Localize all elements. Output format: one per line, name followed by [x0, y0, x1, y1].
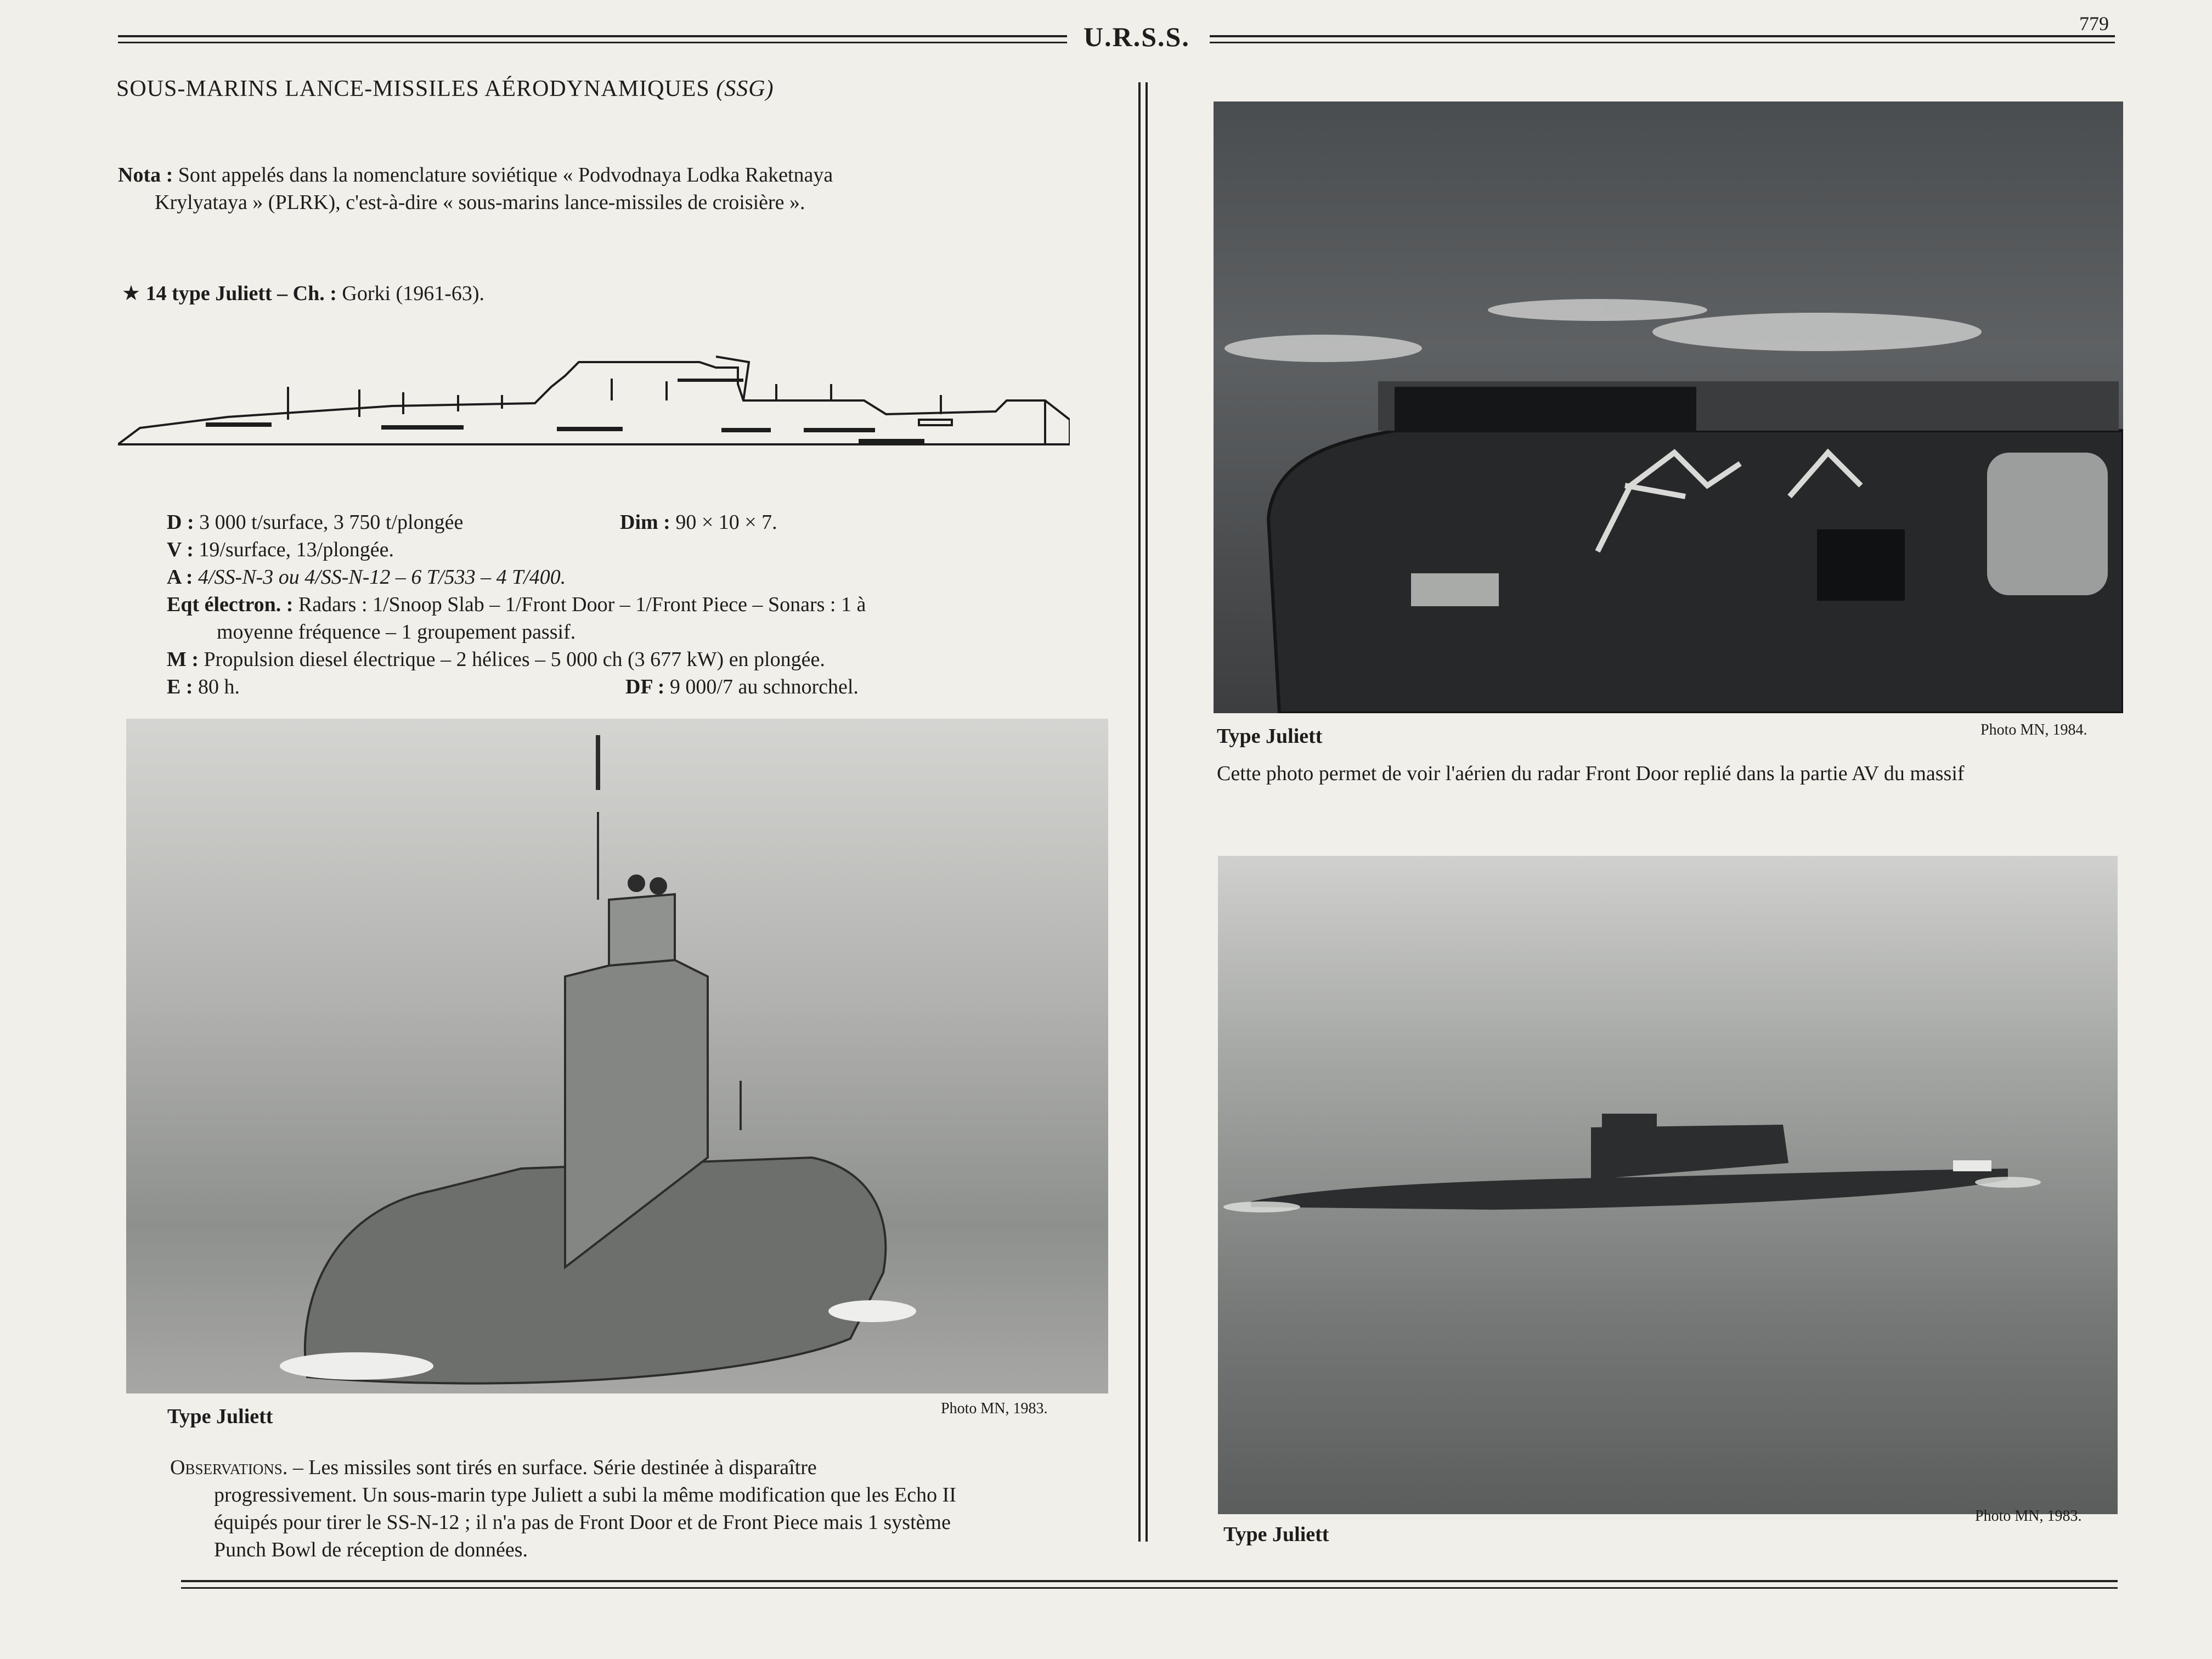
nota-label: Nota : — [118, 163, 173, 187]
photo-juliett-at-sea — [1218, 856, 2118, 1514]
spec-m — [167, 647, 825, 672]
entry-heading-rest: Gorki (1961-63). — [342, 282, 485, 305]
observations-label: Observations. — [170, 1456, 288, 1479]
nota-line-2: Krylyataya » (PLRK), c'est-à-dire « sous-marins lance-missiles de croisière ». — [155, 191, 805, 214]
submarine-profile-drawing — [118, 346, 1070, 455]
header-country: U.R.S.S. — [1084, 21, 1190, 52]
section-title — [116, 76, 774, 102]
footer-rule — [181, 1580, 2118, 1582]
star-icon: ★ — [122, 282, 141, 305]
spec-m-value: Propulsion diesel électrique – 2 hélices – 5 000 ch (3 677 kW) en plongée. — [204, 648, 825, 671]
spec-v — [167, 538, 394, 562]
caption-top-right-photo: Type Juliett — [1217, 725, 1323, 748]
submarine-sail-illustration — [126, 719, 1108, 1393]
spec-a-value: 4/SS-N-3 ou 4/SS-N-12 – 6 T/533 – 4 T/400. — [198, 566, 566, 589]
column-divider — [1138, 82, 1141, 1542]
spec-e — [167, 675, 240, 699]
nota-line-1 — [118, 161, 1067, 189]
header-rule-right-2 — [1210, 42, 2115, 43]
header-rule-left-2 — [118, 42, 1067, 43]
spec-dim-key: Dim : — [620, 511, 670, 534]
spec-eq-value-1: Radars : 1/Snoop Slab – 1/Front Door – 1/Front Piece – Sonars : 1 à — [298, 593, 866, 616]
spec-df-key: DF : — [625, 675, 665, 698]
spec-m-key: M : — [167, 648, 199, 671]
spec-d-key: D : — [167, 511, 194, 534]
observations-line-3: équipés pour tirer le SS-N-12 ; il n'a pas de Front Door et de Front Piece mais 1 système — [214, 1511, 951, 1534]
credit-top-right-photo: Photo MN, 1984. — [1980, 721, 2087, 738]
header-rule-left — [118, 35, 1067, 37]
page-number: 779 — [2079, 13, 2109, 35]
spec-eq-cont: moyenne fréquence – 1 groupement passif. — [217, 620, 576, 644]
photo-juliett-closeup — [1214, 101, 2123, 713]
spec-d-value: 3 000 t/surface, 3 750 t/plongée — [199, 511, 464, 534]
header-rule-right — [1210, 35, 2115, 37]
footer-rule-2 — [181, 1587, 2118, 1589]
submarine-at-sea-illustration — [1218, 856, 2118, 1514]
credit-bottom-right-photo: Photo MN, 1983. — [1975, 1508, 2082, 1525]
caption-bottom-right-photo: Type Juliett — [1223, 1523, 1329, 1546]
entry-heading — [122, 280, 484, 307]
spec-a-key: A : — [167, 566, 193, 589]
column-divider-2 — [1146, 82, 1148, 1542]
section-title-code: (SSG) — [716, 76, 774, 101]
spec-v-value: 19/surface, 13/plongée. — [199, 538, 394, 561]
observations-line-1 — [170, 1454, 817, 1481]
spec-eq — [167, 592, 866, 617]
spec-v-key: V : — [167, 538, 194, 561]
observations-line-2: progressivement. Un sous-marin type Juliett a subi la même modification que les Echo II — [214, 1483, 956, 1506]
spec-e-key: E : — [167, 675, 193, 698]
spec-df-value: 9 000/7 au schnorchel. — [669, 675, 859, 698]
spec-dim — [620, 510, 777, 534]
entry-heading-bold: 14 type Juliett – Ch. : — [145, 282, 337, 305]
observations-text-1: – Les missiles sont tirés en surface. Série destinée à disparaître — [292, 1456, 817, 1479]
section-title-text: SOUS-MARINS LANCE-MISSILES AÉRODYNAMIQUES — [116, 76, 710, 101]
top-right-photo-note: Cette photo permet de voir l'aérien du radar Front Door replié dans la partie AV du massif — [1217, 762, 1965, 785]
spec-dim-value: 90 × 10 × 7. — [675, 511, 777, 534]
caption-left-photo: Type Juliett — [167, 1405, 273, 1428]
spec-a — [167, 565, 566, 589]
spec-e-value: 80 h. — [198, 675, 240, 698]
photo-juliett-surfaced — [126, 719, 1108, 1393]
spec-eq-key: Eqt électron. : — [167, 593, 294, 616]
spec-d — [167, 510, 463, 534]
credit-left-photo: Photo MN, 1983. — [941, 1400, 1048, 1417]
spec-df — [625, 675, 859, 699]
observations-line-4: Punch Bowl de réception de données. — [214, 1538, 528, 1561]
nota-text-1: Sont appelés dans la nomenclature soviétique « Podvodnaya Lodka Raketnaya — [178, 163, 833, 187]
sail-closeup-illustration — [1214, 101, 2123, 713]
